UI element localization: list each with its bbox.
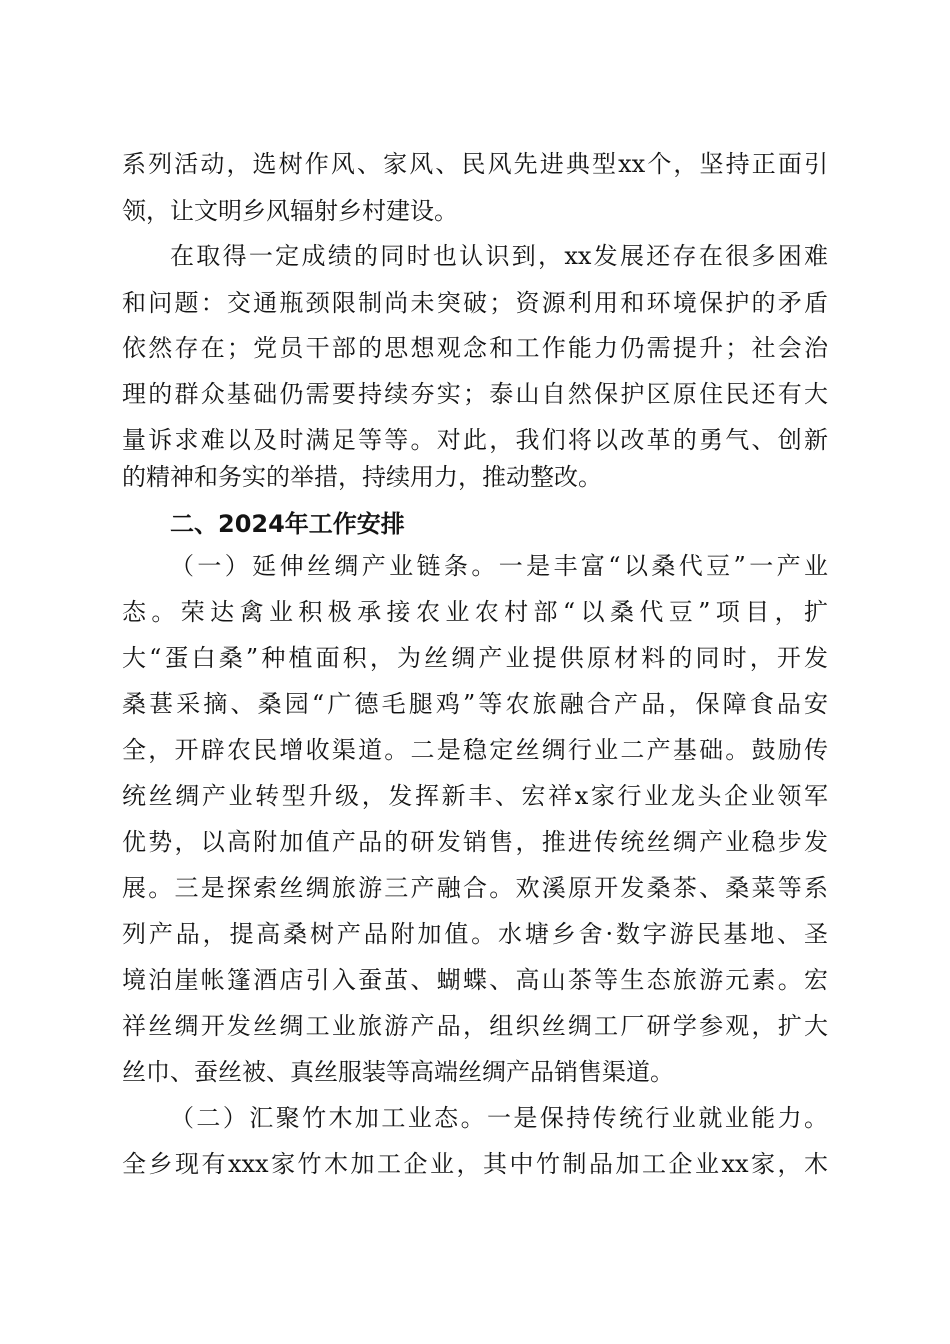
text-line: 和问题：交通瓶颈限制尚未突破；资源利用和环境保护的矛盾 [122,289,828,317]
text-line: 领，让文明乡风辐射乡村建设。 [122,197,458,225]
text-line: 桑葚采摘、桑园“广德毛腿鸡”等农旅融合产品，保障食品安 [122,690,828,718]
text-line: 全，开辟农民增收渠道。二是稳定丝绸行业二产基础。鼓励传 [122,736,828,764]
text-line: 展。三是探索丝绸旅游三产融合。欢溪原开发桑茶、桑菜等系 [122,874,828,902]
text-line: （二）汇聚竹木加工业态。一是保持传统行业就业能力。 [170,1104,828,1132]
section-heading: 二、2024年工作安排 [170,510,405,538]
text-line: 系列活动，选树作风、家风、民风先进典型xx个，坚持正面引 [122,150,828,178]
text-line: 境泊崖帐篷酒店引入蚕茧、蝴蝶、高山茶等生态旅游元素。宏 [122,966,828,994]
text-line: 丝巾、蚕丝被、真丝服装等高端丝绸产品销售渠道。 [122,1058,674,1086]
text-line: 祥丝绸开发丝绸工业旅游产品，组织丝绸工厂研学参观，扩大 [122,1012,828,1040]
text-line: 的精神和务实的举措，持续用力，推动整改。 [122,463,602,491]
text-line: （一）延伸丝绸产业链条。一是丰富“以桑代豆”一产业 [170,552,828,580]
text-line: 依然存在；党员干部的思想观念和工作能力仍需提升；社会治 [122,334,828,362]
text-line: 优势，以高附加值产品的研发销售，推进传统丝绸产业稳步发 [122,828,828,856]
text-line: 理的群众基础仍需要持续夯实；泰山自然保护区原住民还有大 [122,380,828,408]
text-line: 在取得一定成绩的同时也认识到，xx发展还存在很多困难 [170,242,828,270]
text-line: 量诉求难以及时满足等等。对此，我们将以改革的勇气、创新 [122,426,828,454]
text-line: 全乡现有xxx家竹木加工企业，其中竹制品加工企业xx家，木 [122,1150,828,1178]
text-line: 态。荣达禽业积极承接农业农村部“以桑代豆”项目，扩 [122,598,828,626]
text-line: 大“蛋白桑”种植面积，为丝绸产业提供原材料的同时，开发 [122,644,828,672]
text-line: 列产品，提高桑树产品附加值。水塘乡舍·数字游民基地、圣 [122,920,828,948]
text-line: 统丝绸产业转型升级，发挥新丰、宏祥x家行业龙头企业领军 [122,782,828,810]
